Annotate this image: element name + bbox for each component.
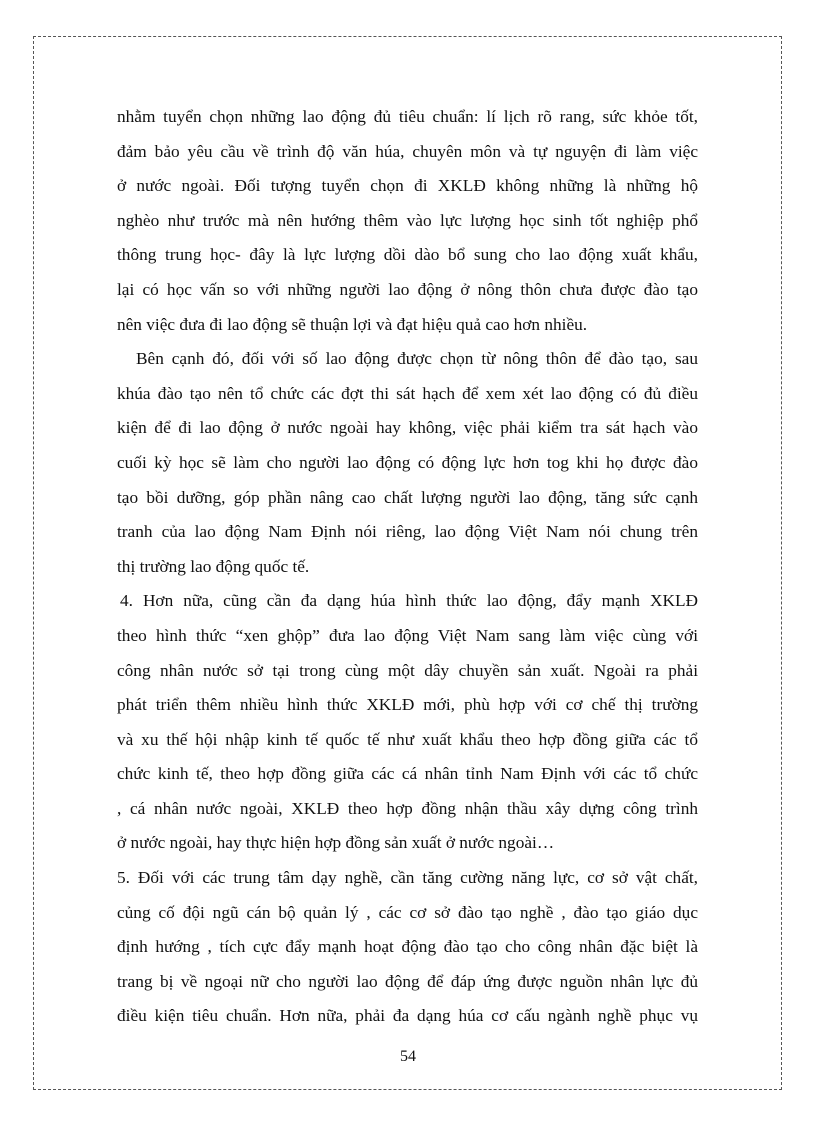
text-line: nên việc đưa đi lao động sẽ thuận lợi và đạt hiệu quả cao hơn nhiều. [117,314,588,334]
text-line: thị trường lao động quốc tế. [117,556,310,576]
text-line: khúa đào tạo nên tổ chức các đợt thi sát hạch để xem xét lao động có đủ điều [117,383,698,403]
text-line: nghèo như trước mà nên hướng thêm vào lực lượng học sinh tốt nghiệp phổ [117,210,698,230]
text-line: và xu thế hội nhập kinh tế quốc tế như xuất khẩu theo hợp đồng giữa các tổ [117,729,698,749]
text-line: nhằm tuyển chọn những lao động đủ tiêu chuẩn: lí lịch rõ rang, sức khỏe tốt, [117,107,698,126]
text-line: Bên cạnh đó, đối với số lao động được chọn từ nông thôn để đào tạo, sau [136,349,698,369]
text-line: phát triển thêm nhiều hình thức XKLĐ mới, phù hợp với cơ chế thị trường [117,695,698,715]
text-line: cuối kỳ học sẽ làm cho người lao động có động lực hơn tog khi họ được đào [117,452,698,472]
text-line: công nhân nước sở tại trong cùng một dây chuyền sản xuất. Ngoài ra phải [117,660,698,680]
text-line: , cá nhân nước ngoài, XKLĐ theo hợp đồng nhận thầu xây dựng công trình [117,798,698,818]
text-line: đảm bảo yêu cầu về trình độ văn húa, chuyên môn và tự nguyện đi làm việc [117,141,698,161]
text-line: 5. Đối với các trung tâm dạy nghề, cần tăng cường năng lực, cơ sở vật chất, [117,868,698,888]
text-line: tranh của lao động Nam Định nói riêng, lao động Việt Nam nói chung trên [117,522,698,542]
text-line: củng cố đội ngũ cán bộ quản lý , các cơ sở đào tạo nghề , đào tạo giáo dục [117,902,698,922]
text-line: ở nước ngoài. Đối tượng tuyển chọn đi XKLĐ không những là những hộ [117,176,698,196]
text-line: trang bị về ngoại nữ cho người lao động để đáp ứng được nguồn nhân lực đủ [117,971,698,991]
text-line: điều kiện tiêu chuẩn. Hơn nữa, phải đa dạng húa cơ cấu ngành nghề phục vụ [117,1006,698,1026]
text-line: kiện để đi lao động ở nước ngoài hay không, việc phải kiểm tra sát hạch vào [117,418,698,438]
page-number: 54 [400,1048,416,1065]
body-text [117,100,698,1034]
text-line: 4. Hơn nữa, cũng cần đa dạng húa hình thức lao động, đẩy mạnh XKLĐ [120,591,698,611]
text-line: thông trung học- đây là lực lượng dồi dào bổ sung cho lao động xuất khẩu, [117,245,698,265]
text-line: chức kinh tế, theo hợp đồng giữa các cá nhân tỉnh Nam Định với các tổ chức [117,764,698,784]
text-line: tạo bồi dưỡng, góp phần nâng cao chất lượng người lao động, tăng sức cạnh [117,487,698,507]
text-line: lại có học vấn so với những người lao động ở nông thôn chưa được đào tạo [117,279,698,299]
text-line: định hướng , tích cực đẩy mạnh hoạt động đào tạo cho công nhân đặc biệt là [117,937,698,957]
text-line: ở nước ngoài, hay thực hiện hợp đồng sản xuất ở nước ngoài… [117,833,555,853]
text-line: theo hình thức “xen ghộp” đưa lao động Việt Nam sang làm việc cùng với [117,625,698,645]
